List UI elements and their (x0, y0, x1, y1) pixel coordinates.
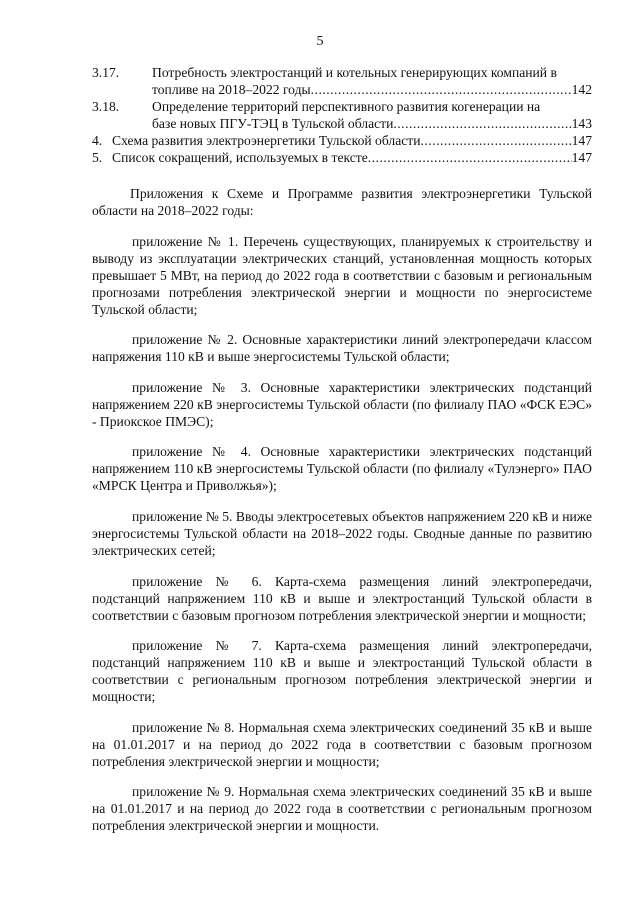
toc-entry-title: Потребность электростанций и котельных генерирующих компаний в (152, 65, 557, 80)
appendices-intro: Приложения к Схеме и Программе развития электроэнергетики Тульской области на 2018–2022 годы: (92, 186, 592, 218)
toc-entry-page: 147 (571, 150, 592, 165)
toc-entry-number: 3.18. (92, 99, 120, 114)
appendix-item-8: приложение № 8. Нормальная схема электрических соединений 35 кВ и выше на 01.01.2017 и на период до 2022 года в соответствии с базовым прогнозом потребления электрической энергии и мощности; (92, 719, 592, 769)
table-of-contents (92, 64, 592, 166)
toc-entry-page: 143 (571, 116, 592, 131)
toc-entry-page: 147 (571, 133, 592, 148)
document-body (92, 64, 592, 848)
toc-entry-page: 142 (571, 82, 592, 97)
toc-entry-number: 5. (92, 150, 103, 165)
toc-entry-number: 3.17. (92, 65, 120, 80)
toc-entry-3-17 (92, 64, 592, 98)
toc-entry-title: Определение территорий перспективного развития когенерации на (152, 99, 541, 114)
toc-dot-leader (368, 149, 572, 166)
toc-entry-3-18 (92, 98, 592, 132)
toc-entry-number: 4. (92, 133, 103, 148)
toc-dot-leader (421, 132, 572, 149)
appendix-item-9: приложение № 9. Нормальная схема электрических соединений 35 кВ и выше на 01.01.2017 и на период до 2022 года в соответствии с региональным прогнозом потребления электрической энергии и мощности. (92, 784, 592, 834)
toc-entry-4 (92, 132, 592, 149)
page-number: 5 (316, 34, 324, 49)
toc-dot-leader (393, 115, 571, 132)
appendix-item-7: приложение № 7. Карта-схема размещения линий электропередачи, подстанций напряжением 110 кВ и выше и электростанций Тульской области в соответствии с региональным прогнозом потребления электрической энергии и мощности; (92, 638, 592, 705)
appendix-item-5: приложение № 5. Вводы электросетевых объектов напряжением 220 кВ и ниже энергосистемы Тульской области на 2018–2022 годы. Сводные данные по развитию электрических сетей; (92, 508, 592, 558)
toc-dot-leader (311, 81, 572, 98)
appendix-list (92, 233, 592, 835)
toc-entry-5 (92, 149, 592, 166)
appendix-item-3: приложение № 3. Основные характеристики электрических подстанций напряжением 220 кВ энергосистемы Тульской области (по филиалу ПАО «ФСК ЕЭС» - Приокское ПМЭС); (92, 379, 592, 429)
toc-entry-title-end: топливе на 2018–2022 годы (152, 82, 311, 97)
appendix-item-4: приложение № 4. Основные характеристики электрических подстанций напряжением 110 кВ энергосистемы Тульской области (по филиалу «Тулэнерго» ПАО «МРСК Центра и Приволжья»); (92, 444, 592, 494)
toc-entry-title-end: Схема развития электроэнергетики Тульской области (112, 133, 421, 148)
toc-entry-title-end: базе новых ПГУ-ТЭЦ в Тульской области (152, 116, 394, 131)
toc-entry-title-end: Список сокращений, используемых в тексте (112, 150, 368, 165)
appendix-item-2: приложение № 2. Основные характеристики линий электропередачи классом напряжения 110 кВ и выше энергосистемы Тульской области; (92, 332, 592, 365)
appendix-item-1: приложение № 1. Перечень существующих, планируемых к строительству и выводу из эксплуатации электрических станций, установленная мощность которых превышает 5 МВт, на период до 2022 года в соответствии с базовым и региональным прогнозами потребления электрической энергии и мощности по энергосистеме Тульской области; (92, 233, 592, 317)
appendix-item-6: приложение № 6. Карта-схема размещения линий электропередачи, подстанций напряжением 110 кВ и выше и электростанций Тульской области в соответствии с базовым прогнозом потребления электрической энергии и мощности; (92, 573, 592, 623)
